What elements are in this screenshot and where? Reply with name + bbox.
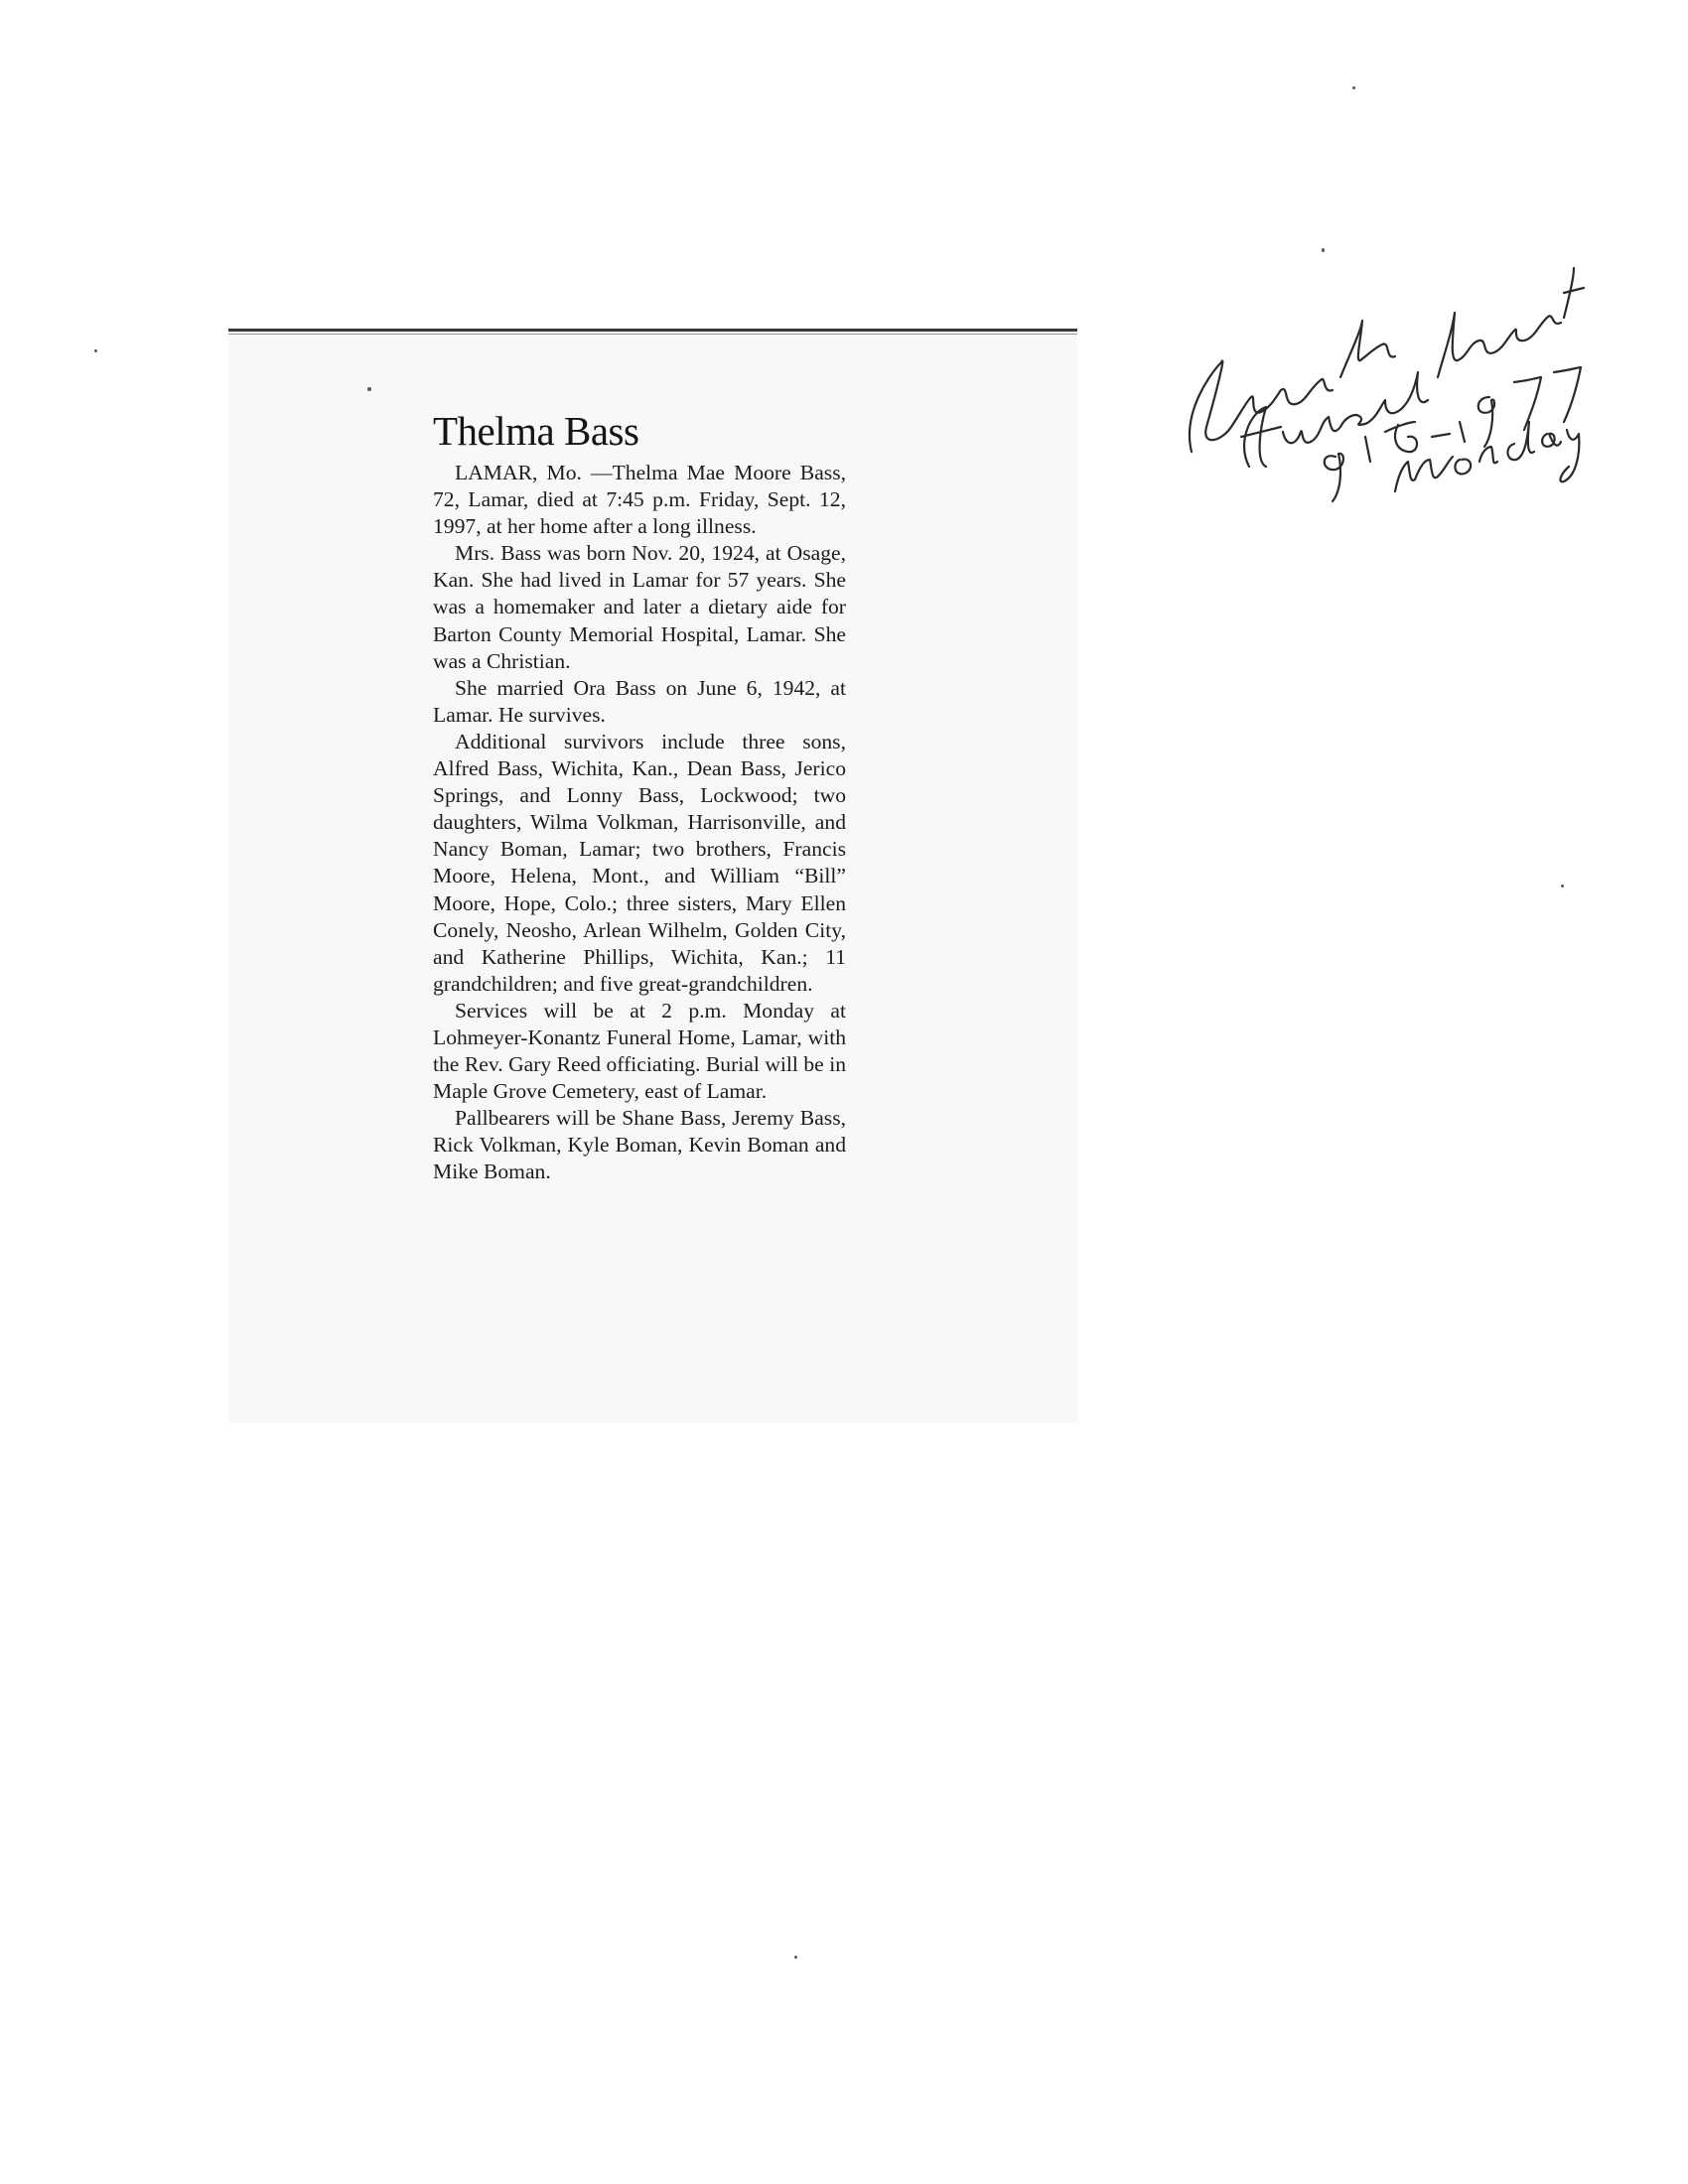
handwriting-stroke xyxy=(1325,454,1343,501)
clipping-top-rule-thin xyxy=(228,334,1077,335)
scan-speck xyxy=(94,349,97,352)
handwriting-stroke xyxy=(1241,372,1428,467)
handwriting-stroke xyxy=(1395,457,1453,491)
handwriting-stroke xyxy=(1514,377,1541,430)
handwritten-note-drawing xyxy=(1172,213,1589,511)
handwriting-stroke xyxy=(1365,437,1370,462)
obituary-paragraph: Services will be at 2 p.m. Monday at Lohmeyer-Konantz Funeral Home, Lamar, with the Rev. Gary Reed officiating. Burial will be in Maple Grove Cemetery, east of Lamar. xyxy=(433,998,846,1104)
handwriting-stroke xyxy=(1478,397,1494,447)
clipping-top-rule xyxy=(228,329,1077,332)
obituary-paragraph: Pallbearers will be Shane Bass, Jeremy Bass, Rick Volkman, Kyle Boman, Kevin Boman and Mike Boman. xyxy=(433,1106,846,1184)
obituary-paragraph: LAMAR, Mo. —Thelma Mae Moore Bass, 72, Lamar, died at 7:45 p.m. Friday, Sept. 12, 1997, at her home after a long illness. xyxy=(433,461,846,539)
handwriting-stroke xyxy=(1340,321,1395,377)
obituary-article xyxy=(433,407,846,1186)
obituary-paragraph: She married Ora Bass on June 6, 1942, at Lamar. He survives. xyxy=(433,675,846,727)
handwriting-stroke xyxy=(1432,434,1450,437)
handwriting-stroke xyxy=(1385,422,1417,452)
obituary-paragraph: Mrs. Bass was born Nov. 20, 1924, at Osage, Kan. She had lived in Lamar for 57 years. She was a homemaker and later a dietary aide for Barton County Memorial Hospital, Lamar. She was a Christian. xyxy=(433,541,846,673)
handwriting-stroke xyxy=(1479,447,1497,463)
handwriting-stroke xyxy=(1507,422,1534,460)
handwritten-note xyxy=(1172,213,1589,511)
obituary-paragraph: Additional survivors include three sons, Alfred Bass, Wichita, Kan., Dean Bass, Jerico Springs, and Lonny Bass, Lockwood; two daughters, Wilma Volkman, Harrisonville, and Nancy Boman, Lamar; two brothers, Francis Moore, Helena, Mont., and William “Bill” Moore, Hope, Colo.; three sisters, Mary Ellen Conely, Neosho, Arlean Wilhelm, Golden City, and Katherine Phillips, Wichita, Kan.; 11 grandchildren; and five great-grandchildren. xyxy=(433,729,846,996)
handwriting-stroke xyxy=(1542,434,1561,447)
scan-speck xyxy=(367,387,371,391)
handwriting-stroke xyxy=(1560,430,1579,481)
handwriting-stroke xyxy=(1554,367,1581,422)
handwriting-stroke xyxy=(1455,460,1471,475)
obituary-headline: Thelma Bass xyxy=(433,408,639,454)
handwriting-stroke xyxy=(1460,422,1465,442)
scan-speck xyxy=(1561,885,1564,887)
scan-speck xyxy=(794,1956,797,1959)
scan-speck xyxy=(1352,86,1355,89)
handwriting-stroke xyxy=(1438,268,1584,377)
